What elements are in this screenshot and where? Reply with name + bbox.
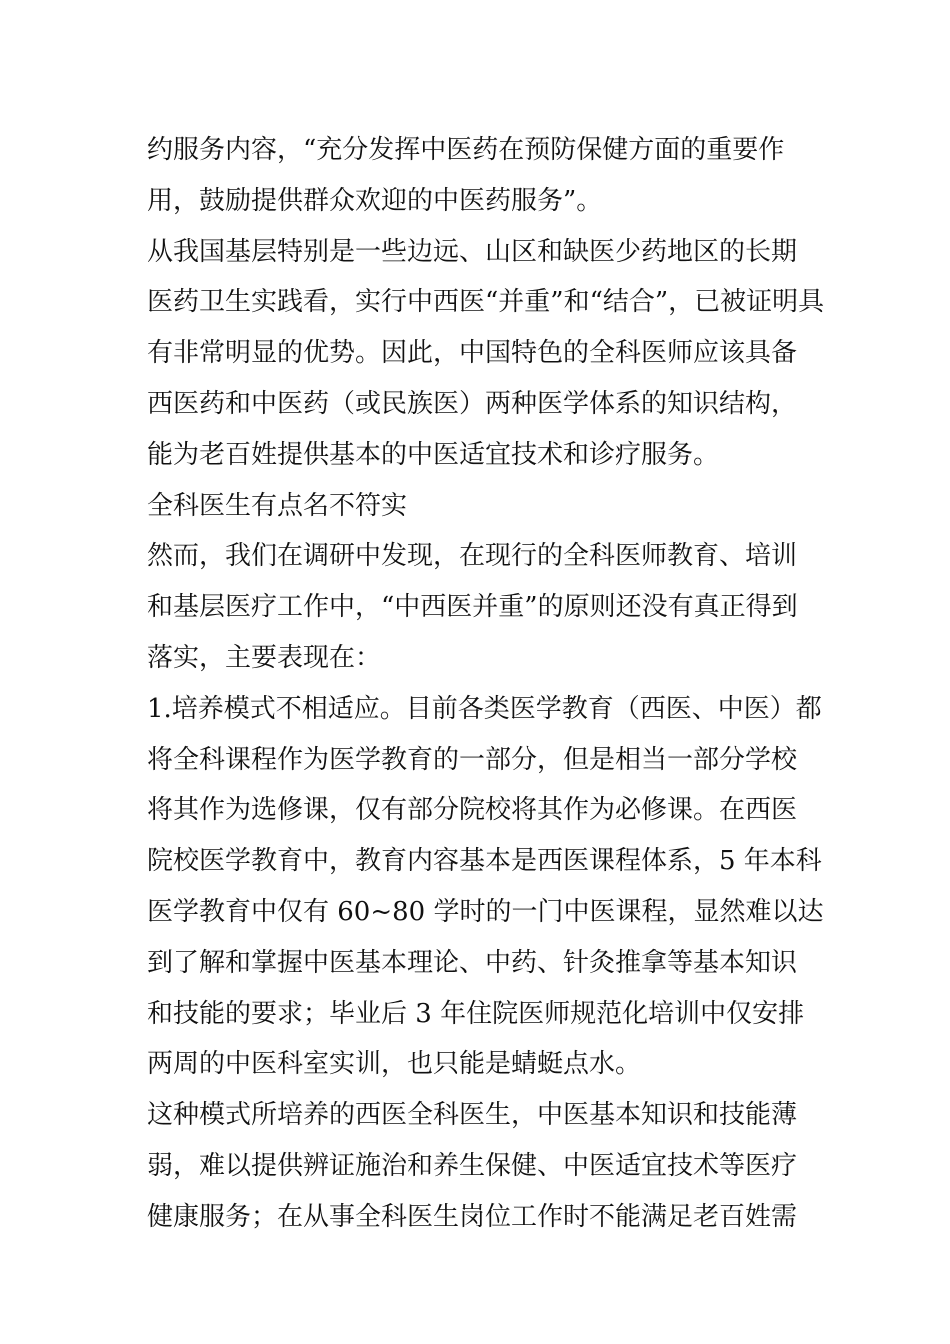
text-line: 西医药和中医药（或民族医）两种医学体系的知识结构， — [147, 388, 798, 419]
text-line: 两周的中医科室实训，也只能是蜻蜓点水。 — [147, 1049, 642, 1080]
text-line: 约服务内容，“充分发挥中医药在预防保健方面的重要作 — [147, 135, 785, 165]
text-line: 和基层医疗工作中，“中西医并重”的原则还没有真正得到 — [147, 592, 798, 623]
text-line: 1.培养模式不相适应。目前各类医学教育（西医、中医）都 — [147, 693, 822, 724]
text-line: 将全科课程作为医学教育的一部分，但是相当一部分学校 — [147, 744, 798, 775]
text-line: 用，鼓励提供群众欢迎的中医药服务”。 — [147, 185, 603, 216]
text-line: 院校医学教育中，教育内容基本是西医课程体系，5 年本科 — [147, 846, 822, 877]
text-line: 和技能的要求；毕业后 3 年住院医师规范化培训中仅安排 — [147, 998, 805, 1029]
text-line: 到了解和掌握中医基本理论、中药、针灸推拿等基本知识 — [147, 947, 798, 978]
text-line: 健康服务；在从事全科医生岗位工作时不能满足老百姓需 — [147, 1201, 798, 1232]
text-line: 有非常明显的优势。因此，中国特色的全科医师应该具备 — [147, 338, 798, 369]
document-body — [147, 125, 825, 1243]
text-line: 医药卫生实践看，实行中西医“并重”和“结合”，已被证明具 — [147, 287, 825, 318]
text-line: 将其作为选修课，仅有部分院校将其作为必修课。在西医 — [147, 795, 798, 826]
text-line: 这种模式所培养的西医全科医生，中医基本知识和技能薄 — [147, 1100, 798, 1131]
text-line: 能为老百姓提供基本的中医适宜技术和诊疗服务。 — [147, 439, 720, 470]
text-line: 弱，难以提供辨证施治和养生保健、中医适宜技术等医疗 — [147, 1150, 798, 1181]
section-heading: 全科医生有点名不符实 — [147, 490, 408, 521]
text-line: 从我国基层特别是一些边远、山区和缺医少药地区的长期 — [147, 236, 798, 267]
text-line: 医学教育中仅有 60~80 学时的一门中医课程，显然难以达 — [147, 896, 824, 927]
text-line: 落实，主要表现在： — [147, 642, 382, 673]
text-line: 然而，我们在调研中发现，在现行的全科医师教育、培训 — [147, 541, 798, 572]
